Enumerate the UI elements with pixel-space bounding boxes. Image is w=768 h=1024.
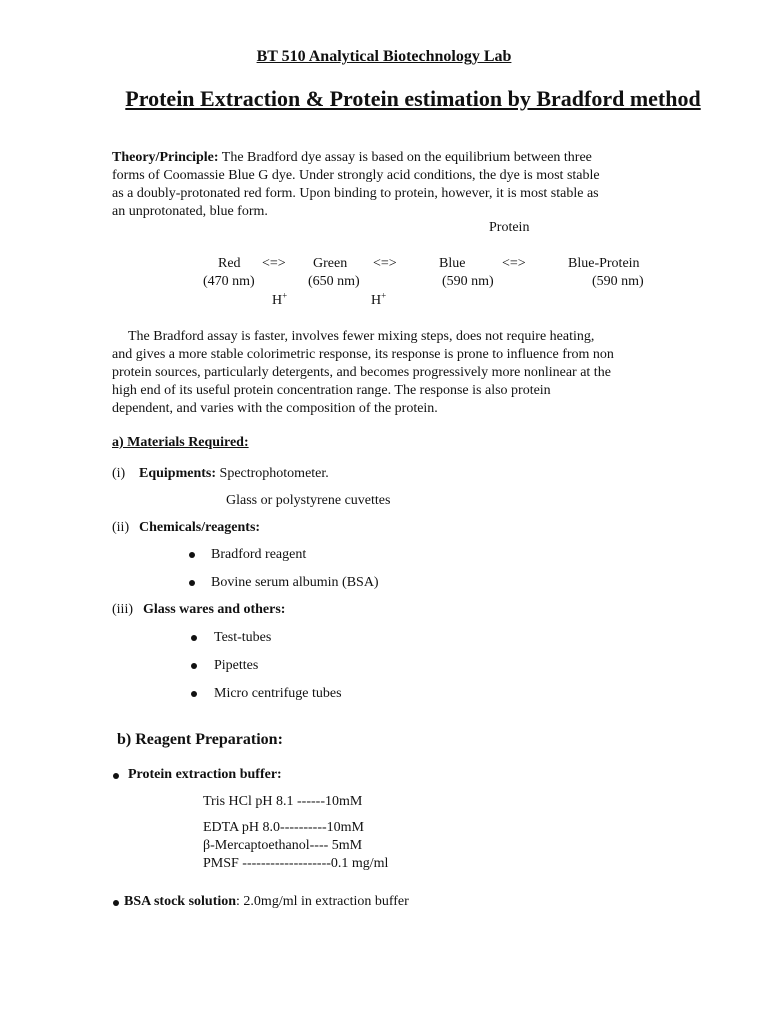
chemicals-number: (ii) bbox=[112, 520, 130, 535]
bsa-stock-line: BSA stock solution: 2.0mg/ml in extraction buffer bbox=[124, 894, 409, 909]
glassware-label: Glass wares and others: bbox=[143, 602, 286, 617]
buffer-component: PMSF -------------------0.1 mg/ml bbox=[203, 856, 389, 871]
blue-wavelength: (590 nm) bbox=[442, 274, 494, 289]
bullet-icon bbox=[113, 900, 119, 906]
assay-line-1: The Bradford assay is faster, involves fewer mixing steps, does not require heating, bbox=[128, 329, 595, 344]
page-title: Protein Extraction & Protein estimation by Bradford method bbox=[125, 86, 701, 111]
red-wavelength: (470 nm) bbox=[203, 274, 255, 289]
theory-line-3: as a doubly-protonated red form. Upon binding to protein, however, it is most stable as bbox=[112, 186, 599, 201]
chemicals-label: Chemicals/reagents: bbox=[139, 520, 261, 535]
equilibrium-arrow-3: <=> bbox=[502, 256, 526, 271]
equipments-number: (i) bbox=[112, 466, 126, 481]
green-wavelength: (650 nm) bbox=[308, 274, 360, 289]
bullet-icon bbox=[191, 691, 197, 697]
assay-paragraph bbox=[112, 328, 657, 418]
bullet-icon bbox=[189, 580, 195, 586]
assay-line-3: protein sources, particularly detergents, and becomes progressively more nonlinear at the bbox=[112, 365, 611, 380]
buffer-component: Tris HCl pH 8.1 ------10mM bbox=[203, 794, 363, 809]
reagent-heading: b) Reagent Preparation: bbox=[117, 731, 283, 748]
course-title: BT 510 Analytical Biotechnology Lab bbox=[256, 48, 512, 65]
blue-protein-wavelength: (590 nm) bbox=[592, 274, 644, 289]
theory-line-4: an unprotonated, blue form. bbox=[112, 204, 268, 219]
buffer-label: Protein extraction buffer: bbox=[128, 767, 282, 782]
chemical-item: Bradford reagent bbox=[211, 547, 307, 562]
glassware-item: Test-tubes bbox=[214, 630, 272, 645]
chemical-item: Bovine serum albumin (BSA) bbox=[211, 575, 379, 590]
glassware-item: Micro centrifuge tubes bbox=[214, 686, 342, 701]
bullet-icon bbox=[191, 663, 197, 669]
bullet-icon bbox=[113, 773, 119, 779]
blue-form-label: Blue bbox=[439, 256, 466, 271]
assay-line-5: dependent, and varies with the composition of the protein. bbox=[112, 401, 438, 416]
protein-label: Protein bbox=[489, 220, 530, 235]
green-form-label: Green bbox=[313, 256, 348, 271]
equilibrium-arrow-2: <=> bbox=[373, 256, 397, 271]
bullet-icon bbox=[189, 552, 195, 558]
assay-line-2: and gives a more stable colorimetric response, its response is prone to influence from non bbox=[112, 347, 614, 362]
buffer-component: β-Mercaptoethanol---- 5mM bbox=[203, 838, 363, 853]
bullet-icon bbox=[191, 635, 197, 641]
buffer-component: EDTA pH 8.0----------10mM bbox=[203, 820, 364, 835]
materials-heading: a) Materials Required: bbox=[112, 435, 249, 450]
glassware-number: (iii) bbox=[112, 602, 133, 617]
proton-2: H+ bbox=[371, 290, 387, 308]
proton-1: H+ bbox=[272, 290, 288, 308]
theory-paragraph bbox=[112, 149, 657, 221]
equipments-line: Equipments: Spectrophotometer. bbox=[139, 466, 329, 481]
theory-line-2: forms of Coomassie Blue G dye. Under strongly acid conditions, the dye is most stable bbox=[112, 168, 600, 183]
equipment-cuvettes: Glass or polystyrene cuvettes bbox=[226, 493, 391, 508]
red-form-label: Red bbox=[218, 256, 241, 271]
theory-label: Theory/Principle: bbox=[112, 150, 219, 165]
equilibrium-arrow-1: <=> bbox=[262, 256, 286, 271]
blue-protein-label: Blue-Protein bbox=[568, 256, 640, 271]
assay-line-4: high end of its useful protein concentration range. The response is also protein bbox=[112, 383, 551, 398]
glassware-item: Pipettes bbox=[214, 658, 259, 673]
theory-line-1: The Bradford dye assay is based on the equilibrium between three bbox=[218, 150, 592, 165]
